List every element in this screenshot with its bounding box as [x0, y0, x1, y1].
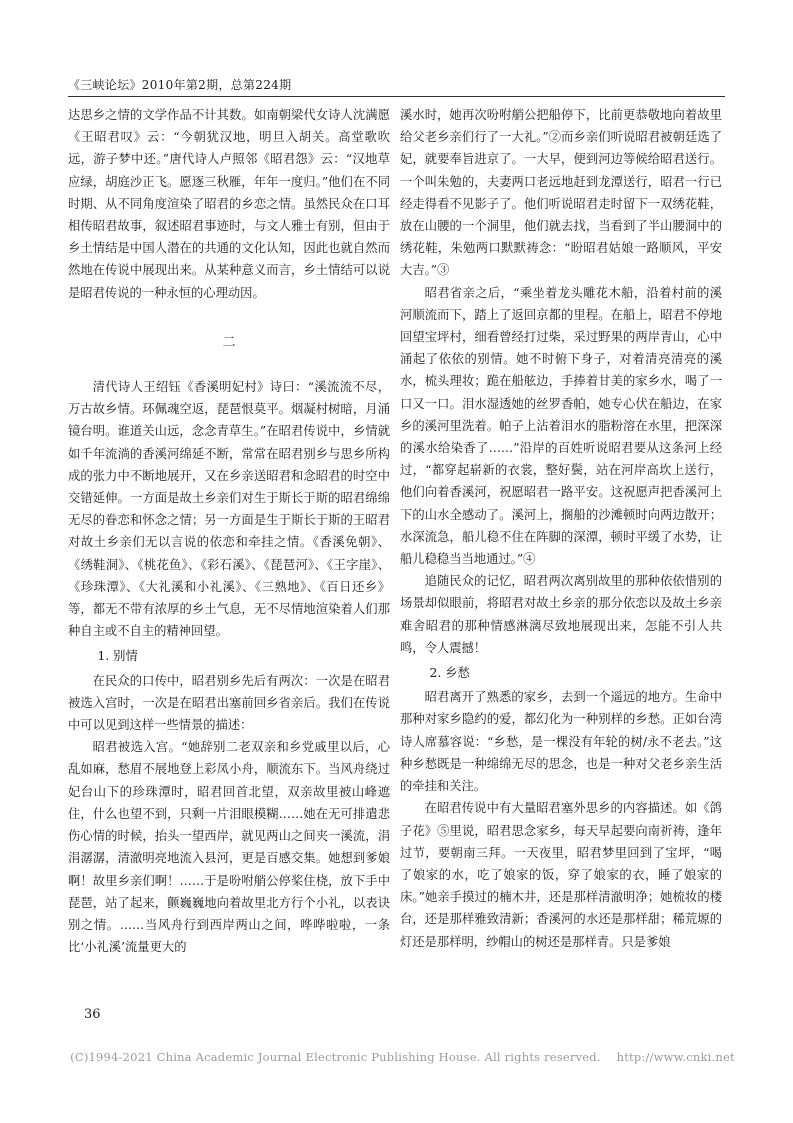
right-column: [400, 104, 722, 953]
paragraph: 昭君省亲之后，“乘坐着龙头雕花木船，沿着村前的溪河顺流而下，踏上了返回京都的里程。在船上，昭君不停地回望宝坪村，细看曾经打过柴，采过野果的两岸青山，心中涌起了依依的别情。她不时俯下身子，对着清亮清亮的溪水，梳头理妆；跪在船舷边，手捧着甘美的家乡水，喝了一口又一口。泪水湿透她的丝罗香帕，她专心伏在船边，在家乡的溪河里洗着。帕子上沾着泪水的脂粉溶在水里，把深深的溪水给染香了……”沿岸的百姓听说昭君要从这条河上经过，“都穿起崭新的衣裳，整好鬓，站在河岸高坎上送行，他们向着香溪河，祝愿昭君一路平安。这祝愿声把香溪河上下的山水全感动了。溪河上，搁船的沙滩顿时向两边散开；水深流急，船儿稳不住在阵脚的深潭，顿时平缓了水势，让船儿稳稳当当地通过。”④: [400, 285, 722, 567]
paragraph: 在民众的口传中，昭君别乡先后有两次：一次是在昭君被选入宫时，一次是在昭君出塞前回乡省亲后。我们在传说中可以见到这样一些情景的描述：: [68, 673, 390, 733]
copyright-text: (C)1994-2021 China Academic Journal Electronic Publishing House. All rights reserved.: [70, 1050, 601, 1064]
footer-url[interactable]: http://www.cnki.net: [616, 1050, 735, 1064]
paragraph: 溪水时，她再次吩咐艄公把船停下，比前更恭敬地向着故里给父老乡亲们行了一大礼。”②而乡亲们听说昭君被朝廷选了妃，就要奉旨进京了。一大早，便到河边等候给昭君送行。一个叫朱勉的，夫妻两口老远地赶到龙潭送行，昭君一行已经走得看不见影子了。他们听说昭君走时留下一双绣花鞋，放在山腰的一个洞里，他们就去找，当看到了半山腰洞中的绣花鞋，朱勉两口默默祷念：“盼昭君姑娘一路顺风，平安大吉。”③: [400, 108, 722, 278]
subsection-heading: 1. 别情: [97, 649, 138, 664]
header-rule: [68, 96, 725, 97]
page-number: 36: [84, 1007, 101, 1022]
intro-paragraph: 达思乡之情的文学作品不计其数。如南朝梁代女诗人沈满愿《王昭君叹》云：“今朝犹汉地，明旦入胡关。高堂歌吹远，游子梦中还。”唐代诗人卢照邻《昭君怨》云：“汉地草应绿，胡庭沙正飞。愿逐三秋雁，年年一度归。”他们在不同时期、从不同角度渲染了昭君的乡恋之情。虽然民众在口耳相传昭君故事，叙述昭君事迹时，与文人雅士有别，但由于乡土情结是中国人潜在的共通的文化认知，因此也就自然而然地在传说中展现出来。从某种意义而言，乡土情结可以说是昭君传说的一种永恒的心理动因。: [68, 108, 390, 300]
section-heading: 二: [222, 334, 236, 350]
left-column: [68, 104, 390, 958]
copyright-footer: [0, 1050, 793, 1064]
paragraph: 昭君被选入宫。“她辞别二老双亲和乡党戚里以后，心乱如麻，愁眉不展地登上彩凤小舟，顺流东下。当风舟绕过妃台山下的珍珠潭时，昭君回首北望，双亲故里被山峰遮住，什么也望不到，只剩一片泪眼模糊……她在无可排遣悲伤心情的时候，抬头一望西岸，就见两山之间夹一溪流，涓涓潺潺，清澈明亮地流入县河，更是百感交集。她想到爹娘啊！故里乡亲们啊！……于是吩咐艄公停桨住桡，放下手中琵琶，站了起来，颤巍巍地向着故里北方行个小礼，以表诀别之情。……当风舟行到西岸两山之间，哗哗啦啦，一条比‘小礼溪’流量更大的: [68, 740, 390, 955]
paragraph: 昭君离开了熟悉的家乡，去到一个遥远的地方。生命中那种对家乡隐约的爱，都幻化为一种别样的乡愁。正如台湾诗人席慕容说：“乡愁，是一棵没有年轮的树/永不老去。”这种乡愁既是一种绵绵无尽的思念，也是一种对父老乡亲生活的牵挂和关注。: [400, 690, 722, 794]
paragraph: 追随民众的记忆，昭君两次离别故里的那种依依惜别的场景却似眼前，将昭君对故土乡亲的那分依恋以及故土乡亲难舍昭君的那种情感淋漓尽致地展现出来，怎能不引人共鸣，令人震撼！: [400, 574, 722, 655]
paragraph: 在昭君传说中有大量昭君塞外思乡的内容描述。如《鸽子花》⑤里说，昭君思念家乡，每天早起要向南祈祷，逢年过节，要朝南三拜。一天夜里，昭君梦里回到了宝坪，“喝了娘家的水，吃了娘家的饭，穿了娘家的衣，睡了娘家的床。”她亲手摸过的楠木井，还是那样清澈明净；她梳妆的楼台，还是那样雅致清新；香溪河的水还是那样甜；稀荒塬的灯还是那样明，纱帽山的树还是那样青。只是爹娘: [400, 801, 722, 949]
journal-header: 《三峡论坛》2010年第2期，总第224期: [68, 78, 292, 92]
paragraph: 清代诗人王绍钰《香溪明妃村》诗曰：“溪流流不尽，万古故乡情。环佩魂空返，琵琶恨莫平。烟凝村树暗，月涌镜台明。谁道关山远，念念青草生。”在昭君传说中，乡情就如千年流淌的香溪河绵延不断，常常在昭君别乡与思乡所构成的张力中不断地展开，又在乡亲送昭君和念昭君的时空中交错延伸。一方面是故土乡亲们对生于斯长于斯的昭君绵绵无尽的眷恋和怀念之情；另一方面是生于斯长于斯的王昭君对故土乡亲们无以言说的依恋和牵挂之情。《香溪免朝》、《绣鞋洞》、《桃花鱼》、《彩石溪》、《琵琶河》、《王字崖》、《珍珠潭》、《大礼溪和小礼溪》、《三熟地》、《百日还乡》等，都无不带有浓厚的乡土气息，无不尽情地渲染着人们那种自主或不自主的精神回望。: [68, 380, 390, 639]
subsection-heading: 2. 乡愁: [429, 666, 470, 681]
